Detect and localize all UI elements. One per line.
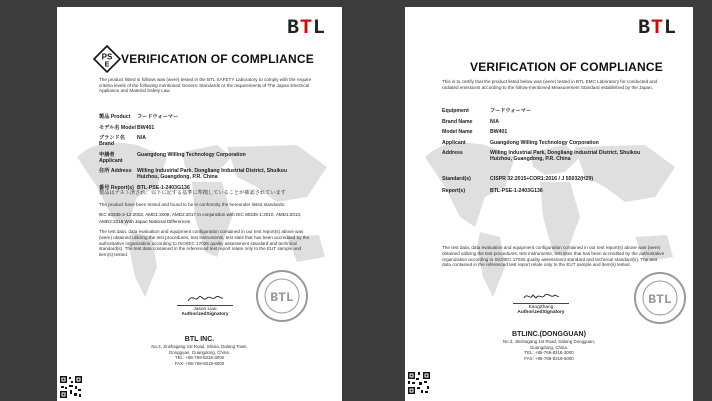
signer-name: Jason Liao	[193, 307, 217, 312]
btl-seal-icon	[255, 269, 309, 323]
svg-text:E: E	[104, 61, 110, 69]
company-name: BTLINC.(DONGGUAN)	[512, 331, 586, 338]
company-address: Guangdong, China.	[529, 344, 569, 350]
test-data-statement: The test data, data evaluation and equipment configuration contained in our test report(s) above was (were) obtained utilizing the test procedures, test instruments, test sites that has been accredited by the authoritative organization according to ISO/IEC 17025 quality assessment standard and technical standard(s). The test data contained in the referenced test report relate only to the EUT sample and item(s) tested.	[99, 229, 310, 258]
field-row: Brand Name N/A	[442, 118, 499, 125]
field-row: モデル名 Model BW401	[99, 124, 155, 131]
btl-seal-icon	[633, 271, 687, 325]
certificate-title: VERIFICATION OF COMPLIANCE	[470, 60, 663, 74]
field-row: Address Willing Industrial Park, Dongliang Industrial District, Shuikou Huizhou, Guangdong, P.R. China	[442, 150, 641, 162]
signature-line	[513, 303, 569, 304]
signature-block	[506, 289, 576, 315]
certificate-title: VERIFICATION OF COMPLIANCE	[121, 52, 314, 66]
qr-code-icon	[407, 371, 431, 395]
standard-line: IEC 60335-2-12:2002, AMD1:2008, AMD2:2017 in conjunction with IEC 60335-1:2010, AMD1:2013,	[99, 212, 302, 217]
emc-certificate	[405, 7, 693, 401]
standards-list	[99, 211, 301, 225]
field-row: Equipment フードウォーマー	[442, 108, 532, 114]
svg-text:BTL: BTL	[270, 290, 294, 305]
field-row: 申請者 Applicant Guangdong Willing Technology Corporation	[99, 151, 246, 164]
intro-text: This is to certify that the product listed below was (were) tested in BTL EMC Laboratory for conducted and radiated emissions according to the follow-mentioned Measurement Standard established by the Japan.	[442, 79, 658, 90]
signature-icon	[521, 289, 561, 303]
field-row: 製品 Product フードウォーマー	[99, 114, 179, 120]
company-address: No.3, Jinshagang 1st Road, Shixia, Dalang Town,	[151, 344, 248, 349]
standard-line: AMD2:2016 With Japan National Differences	[99, 219, 191, 224]
company-tel: TEL: +86-769-8318-3000	[174, 355, 225, 361]
signer-role: AuthorizedSignatory	[181, 312, 229, 317]
company-info	[405, 330, 693, 361]
pse-certificate	[57, 7, 342, 401]
intro-text: The product listed in follows was (were) tested in the BTL SAFETY Laboratory to comply with the require criteria levels of the following mentioned Generic Standards or the requirements of The Japan Electrical Appliance and Material Safety Law.	[99, 77, 312, 94]
company-address: No.3, Jinshagang 1st Road, Dalang Dongguan,	[502, 339, 596, 344]
field-row: Report(s) BTL-PSE-1-2403G136	[442, 188, 543, 194]
btl-logo: BTL	[286, 17, 326, 40]
field-row: Standard(s) CISPR 32:2015+COR1:2016 / J 55032(H29)	[442, 176, 594, 182]
svg-text:PS: PS	[101, 52, 113, 62]
pse-mark-icon	[93, 45, 121, 73]
test-data-statement: The test data, data evaluation and equipment configuration contained in our test report(s) above was (were) obtained utilizing the test procedures, test instruments, test sites that has been accredited by the authoritative organization according to ISO/IEC 17025 quality assessment standard and technical standard(s). The test data contained in the referenced test report relate only to the EUT sample and item(s) tested.	[442, 245, 665, 268]
company-address: Dongguan, Guangdong, China.	[169, 349, 230, 355]
conformity-statement: The product have been tested and found to be in conformity the hereunder listed standards:	[99, 202, 286, 207]
signature-block	[170, 291, 240, 317]
signer-name: KangZhang	[528, 305, 554, 310]
company-info	[57, 335, 342, 366]
signer-role: AuthorizedSignatory	[517, 310, 565, 315]
field-row: ブランド名 Brand N/A	[99, 135, 146, 147]
company-tel: TEL: +86-769-8318-3000	[524, 350, 574, 356]
signature-icon	[185, 291, 225, 305]
svg-text:BTL: BTL	[648, 292, 672, 307]
product-fields	[442, 108, 660, 199]
qr-code-icon	[59, 375, 83, 399]
japanese-note: 製品はテスト済され、以下に記する基準に準拠していることが確認されています	[99, 190, 286, 196]
product-fields	[99, 114, 307, 195]
field-row: Model Name BW401	[442, 129, 508, 135]
signature-line	[177, 305, 233, 306]
company-name: BTL INC.	[184, 336, 215, 343]
company-fax: FAX: +86-769-8319-6000	[524, 355, 574, 361]
field-row: 番号 Report(s) BTL-PSE-1-2403G136	[99, 184, 190, 191]
field-row: 住所 Address Willing Industrial Park, Dongliang Industrial District, Shuikou Huizhou, Guangdong, P.R. China	[99, 168, 288, 180]
field-row: Applicant Guangdong Willing Technology Corporation	[442, 139, 599, 146]
company-fax: FAX: +86-769-8319-6000	[174, 360, 225, 366]
btl-logo: BTL	[637, 17, 677, 40]
